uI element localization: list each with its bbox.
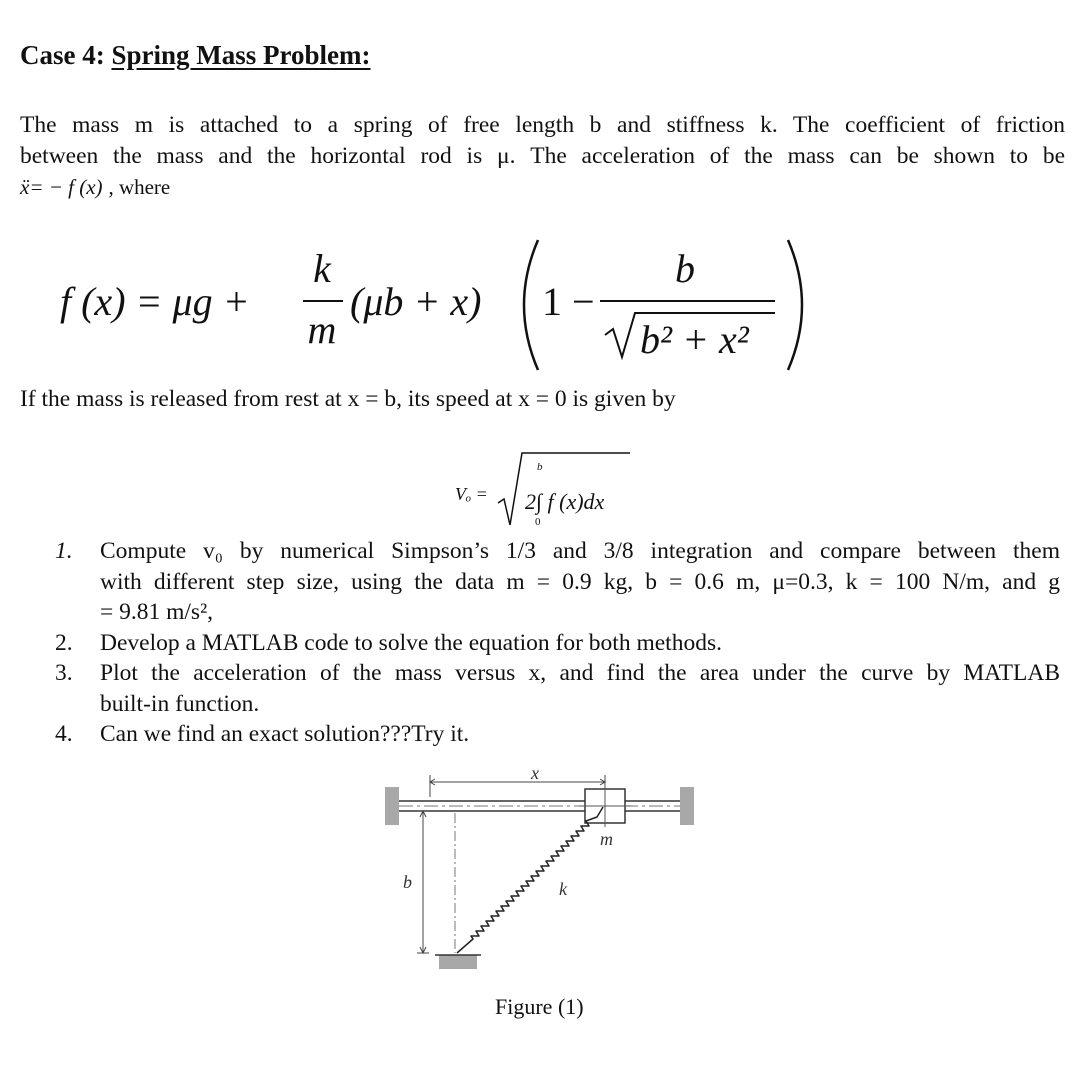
task-line: Develop a MATLAB code to solve the equation for both methods. xyxy=(100,629,722,656)
page-title xyxy=(20,40,371,71)
intro-line-3 xyxy=(20,172,1065,203)
left-big-paren xyxy=(524,240,538,370)
intro-line-1: The mass m is attached to a spring of free length b and stiffness k. The coefficient of friction xyxy=(20,112,1065,138)
main-eq-paren-term: (μb + x) xyxy=(350,279,482,324)
figure-label-b: b xyxy=(403,872,412,892)
acceleration-equation: ẍ= − f (x) xyxy=(20,175,103,199)
spring-coil xyxy=(457,807,603,953)
task-line: with different step size, using the data m = 0.9 kg, b = 0.6 m, μ=0.3, k = 100 N/m, and g xyxy=(100,568,1060,595)
vo-integrand: 2∫ f (x)dx xyxy=(525,489,605,514)
vo-lhs: Vₒ = xyxy=(455,484,488,504)
intro-paragraph xyxy=(20,110,1065,203)
left-wall xyxy=(385,787,399,825)
main-eq-frac2-num: b xyxy=(675,246,695,291)
main-equation xyxy=(60,225,820,375)
main-eq-frac1-den: m xyxy=(307,307,337,352)
main-eq-lhs: f (x) = μg + xyxy=(60,279,250,324)
release-text: If the mass is released from rest at x = b, its speed at x = 0 is given by xyxy=(20,386,676,412)
figure-label-m: m xyxy=(600,829,613,849)
title-underlined: Spring Mass Problem: xyxy=(111,40,371,70)
task-line: Plot the acceleration of the mass versus x, and find the area under the curve by MATLAB xyxy=(100,660,1060,686)
task-number: 1. xyxy=(55,538,73,564)
task-number: 3. xyxy=(55,660,73,686)
task-line: Can we find an exact solution???Try it. xyxy=(100,721,470,747)
vo-lower-limit: 0 xyxy=(535,516,541,528)
ground-anchor xyxy=(439,955,477,969)
list-item xyxy=(55,658,1060,719)
main-eq-one-minus: 1 − xyxy=(542,279,595,324)
intro-line-2: between the mass and the horizontal rod is μ. The acceleration of the mass can be shown to be xyxy=(20,143,1065,169)
task-number: 2. xyxy=(55,629,73,656)
title-prefix: Case 4: xyxy=(20,40,105,70)
vo-upper-limit: b xyxy=(537,461,543,473)
main-eq-frac2-den: b² + x² xyxy=(640,317,749,362)
main-eq-frac1-num: k xyxy=(313,246,331,291)
task-line: built-in function. xyxy=(100,690,260,717)
right-wall xyxy=(680,787,694,825)
spring-mass-figure xyxy=(375,765,705,980)
list-item xyxy=(55,536,1060,628)
task-line: Compute v₀ by numerical Simpson’s 1/3 and 3/8 integration and compare between them xyxy=(100,538,1060,564)
intro-line-3-rest: , where xyxy=(108,175,171,199)
figure-label-x: x xyxy=(531,765,539,783)
figure-caption: Figure (1) xyxy=(495,994,584,1019)
right-big-paren xyxy=(788,240,802,370)
task-list xyxy=(55,536,1060,750)
vo-equation xyxy=(430,445,650,535)
task-number: 4. xyxy=(55,721,73,747)
figure-label-k: k xyxy=(559,879,567,899)
list-item xyxy=(55,719,1060,750)
list-item xyxy=(55,628,1060,659)
task-line: = 9.81 m/s², xyxy=(100,599,214,625)
